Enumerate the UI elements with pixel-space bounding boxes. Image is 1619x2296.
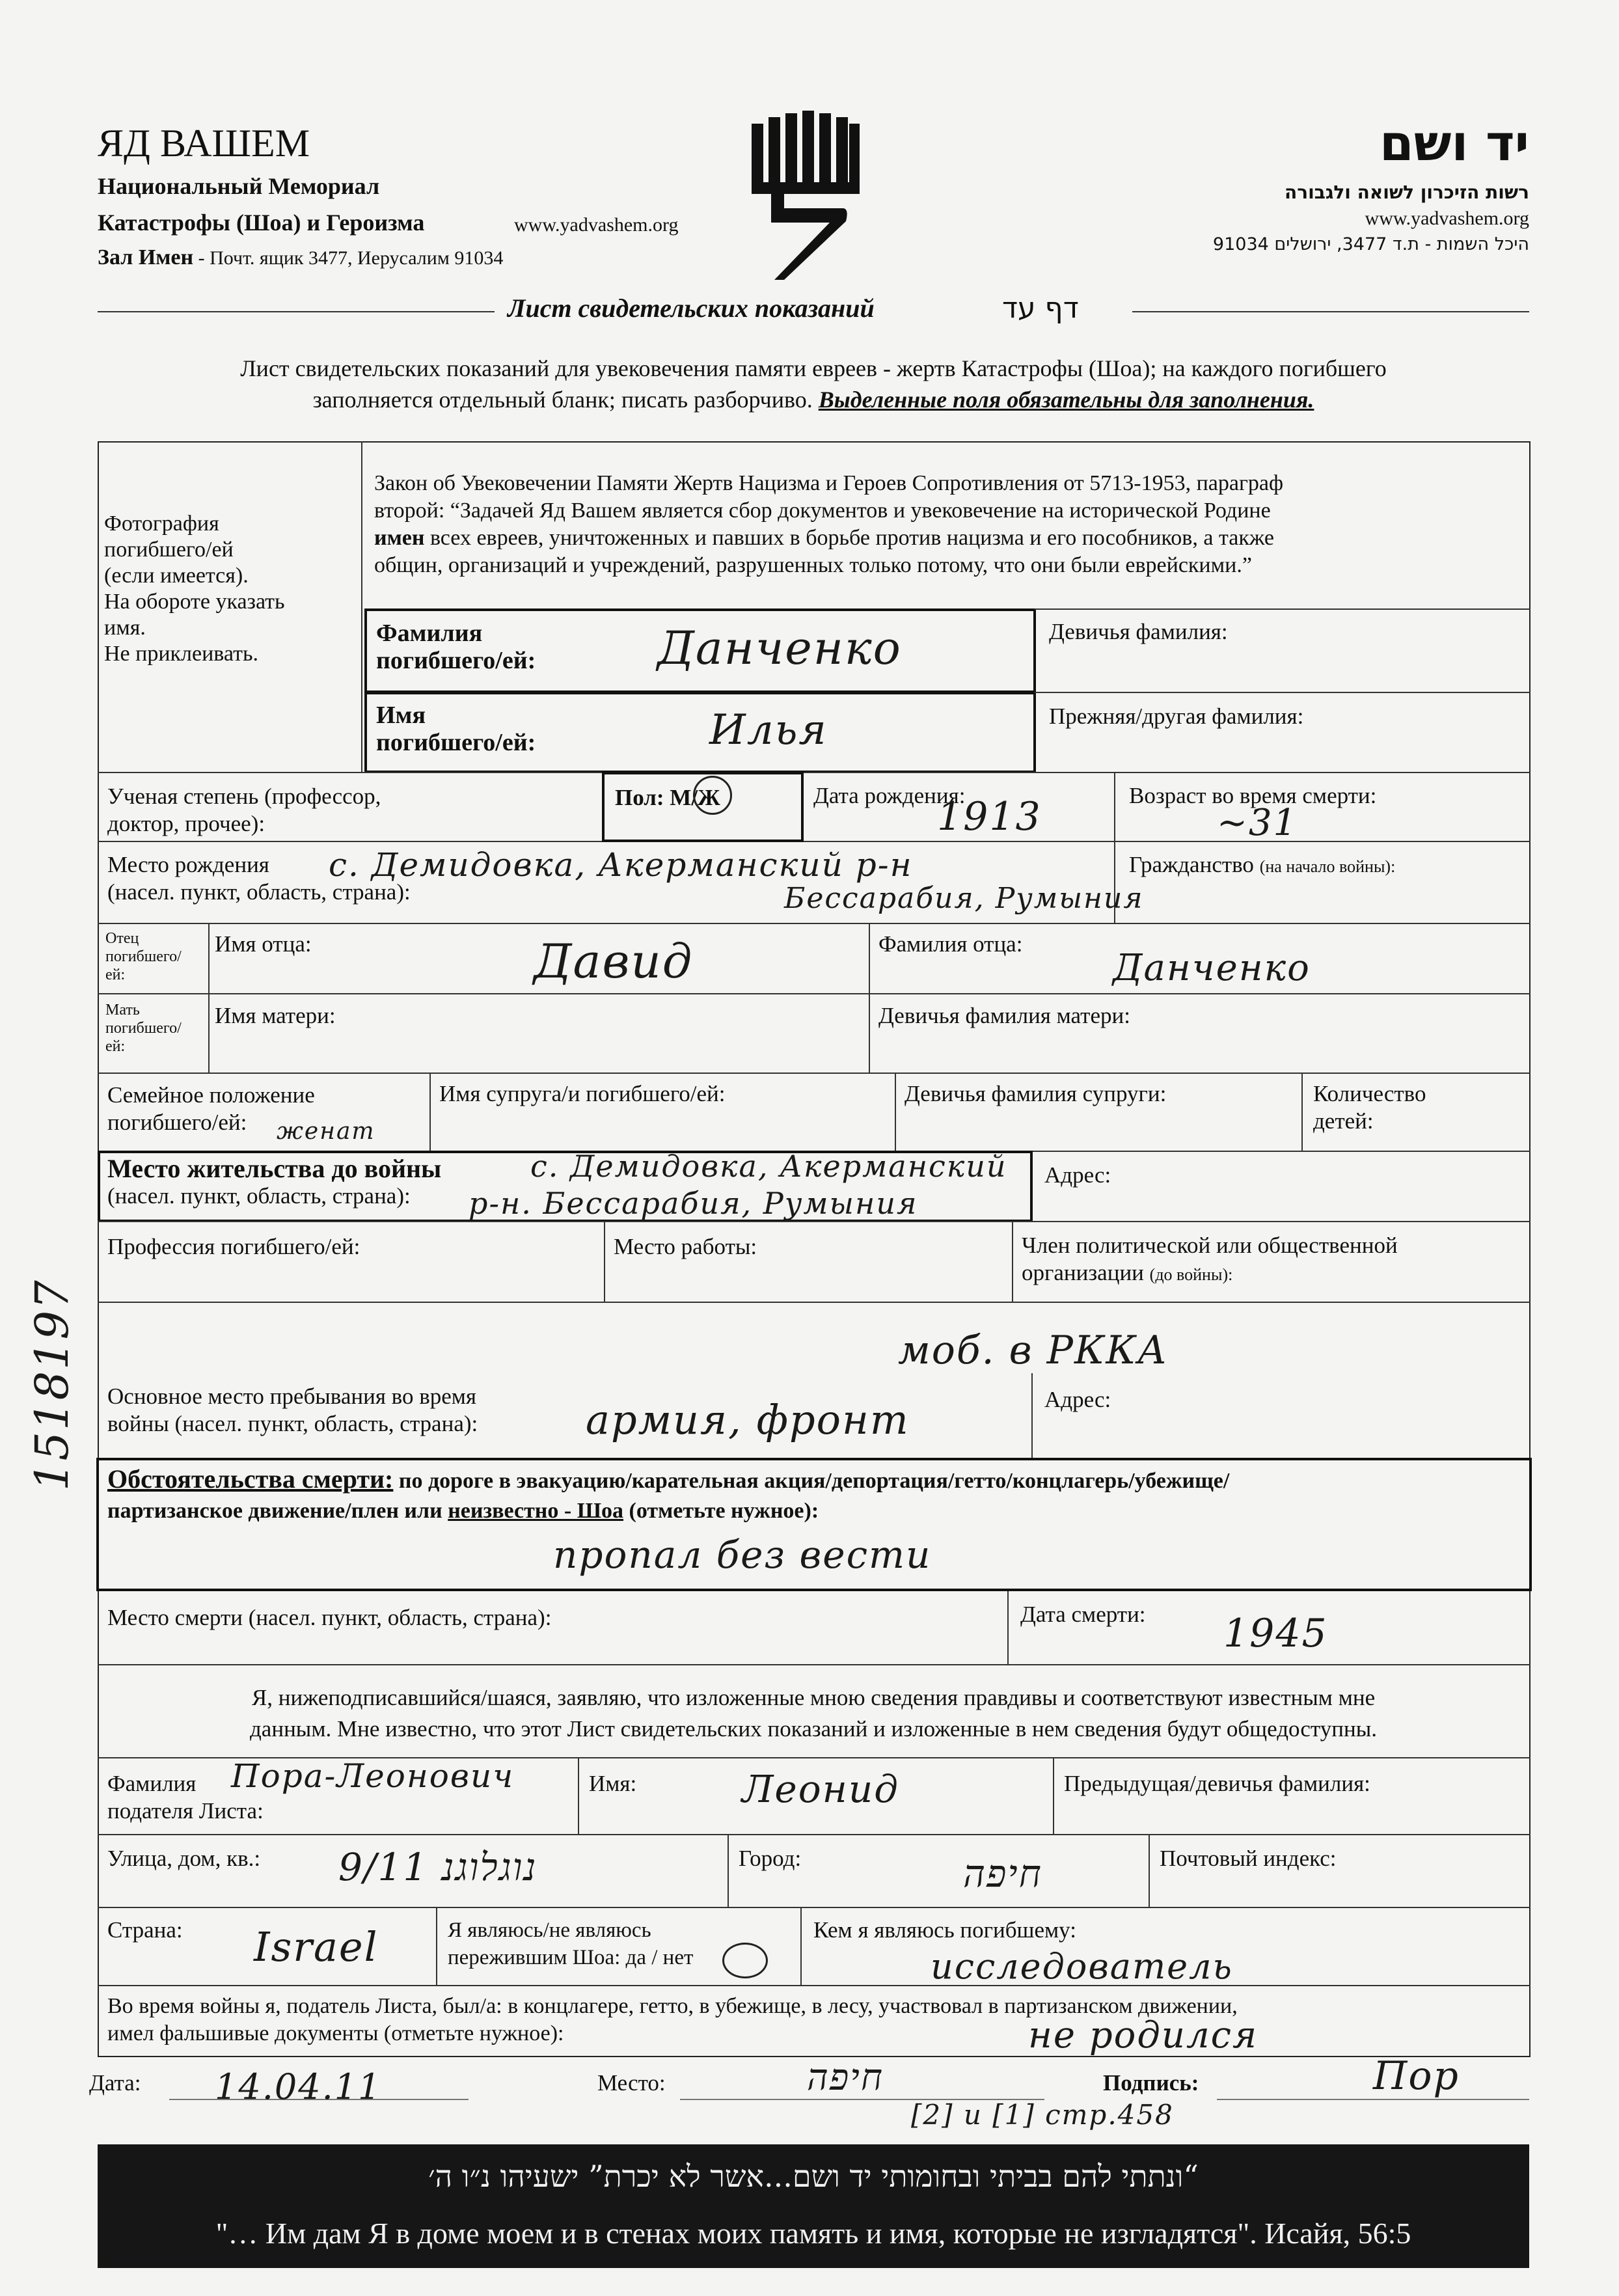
- mother-name-label: Имя матери:: [215, 1003, 336, 1028]
- row-degree-bottom: [98, 841, 1531, 842]
- age-label: Возраст во время смерти:: [1129, 783, 1377, 808]
- father-name-label: Имя отца:: [215, 931, 312, 957]
- country-label: Страна:: [107, 1917, 183, 1943]
- wartime-value: армия, фронт: [586, 1396, 910, 1443]
- row-sub-bottom: [98, 1834, 1531, 1835]
- death-place-label: Место смерти (насел. пункт, область, страна):: [107, 1605, 552, 1630]
- vline-zip: [1149, 1834, 1150, 1907]
- address2-label: Адрес:: [1044, 1387, 1111, 1412]
- name-value: Илья: [709, 706, 828, 754]
- sub-name-value: Леонид: [742, 1767, 899, 1811]
- residence-label: Место жительства до войны (насел. пункт, область, страна):: [107, 1154, 442, 1209]
- death-date-label: Дата смерти:: [1020, 1602, 1146, 1627]
- address-label: Адрес:: [1044, 1162, 1111, 1188]
- father-name-value: Давид: [534, 934, 694, 989]
- war-label: Во время войны я, податель Листа, был/а: в концлагере, гетто, в убежище, в лесу, участвовал в партизанском движении, имел фальшивые документы (отметьте нужное):: [107, 1994, 1238, 2045]
- member-label: Член политической или общественной организации (до войны):: [1022, 1233, 1398, 1285]
- circ-value: пропал без вести: [553, 1533, 932, 1577]
- war-value: не родился: [1028, 2014, 1258, 2057]
- vline-parent-surname: [869, 923, 870, 1073]
- place-label: Место:: [597, 2070, 666, 2096]
- vline-member: [1012, 1221, 1013, 1302]
- mother-side-label: Мать погибшего/ ей:: [105, 1002, 182, 1055]
- title-rule-right: [1132, 311, 1529, 312]
- pob-value-1: с. Демидовка, Акерманский р-н: [329, 846, 913, 884]
- ref-value: [2] и [1] стр.458: [911, 2099, 1174, 2131]
- declaration: Я, нижеподписавшийся/шаяся, заявляю, что изложенные мною сведения правдивы и соответствуют известным мне данным. Мне известно, что этот Лист свидетельских показаний и изложенные в нем сведения будут общедоступны.: [250, 1685, 1377, 1742]
- header-he: [1106, 114, 1529, 258]
- degree-label: Ученая степень (профессор, доктор, прочее):: [107, 784, 381, 836]
- date-label: Дата:: [89, 2070, 141, 2096]
- vline-sub-prev: [1053, 1757, 1054, 1834]
- date-value: 14.04.11: [215, 2066, 382, 2107]
- title-rule-left: [98, 311, 495, 312]
- street-label: Улица, дом, кв.:: [107, 1846, 261, 1871]
- he-web: www.yadvashem.org: [1365, 208, 1529, 229]
- spouse-label: Имя супруга/и погибшего/ей:: [439, 1081, 726, 1106]
- intro-line2-row: заполняется отдельный бланк; писать разборчиво. Выделенные поля обязательны для заполнения.: [312, 387, 1314, 413]
- vline-death-date: [1007, 1591, 1009, 1664]
- footer-ru: "… Им дам Я в доме моем и в стенах моих память и имя, которые не изгладятся". Исайя, 56:5: [215, 2217, 1411, 2250]
- ru-line2: Катастрофы (Шоа) и Героизма: [98, 210, 425, 236]
- surname-value: Данченко: [657, 622, 902, 675]
- marital-label: Семейное положение погибшего/ей:: [107, 1082, 315, 1135]
- profession-label: Профессия погибшего/ей:: [107, 1234, 361, 1259]
- dob-value: 1913: [937, 794, 1042, 840]
- side-number: 1518197: [25, 1279, 79, 1491]
- form-title-he: דף עד: [1002, 292, 1079, 325]
- ru-line3: Зал Имен - Почт. ящик 3477, Иерусалим 91034: [98, 245, 504, 269]
- vline-relation: [800, 1907, 802, 1985]
- footer-banner: [98, 2144, 1529, 2268]
- ru-title: ЯД ВАШЕМ: [98, 122, 310, 165]
- sex-label: Пол: М/Ж: [615, 785, 720, 810]
- relation-label: Кем я являюсь погибшему:: [813, 1917, 1076, 1943]
- row-residence-bottom: [98, 1221, 1531, 1222]
- photo-divider: [361, 441, 362, 772]
- city-label: Город:: [739, 1846, 802, 1871]
- vline-city: [728, 1834, 729, 1907]
- menorah-logo: [745, 111, 862, 286]
- he-title: יד ושם: [1379, 114, 1529, 172]
- row-death-bottom: [98, 1664, 1531, 1665]
- sub-surname-value: Пора-Леонович: [231, 1757, 515, 1795]
- line-other-top: [1035, 692, 1531, 693]
- zip-label: Почтовый индекс:: [1160, 1846, 1337, 1871]
- line-maiden-top: [1035, 608, 1531, 610]
- row-street-bottom: [98, 1907, 1531, 1908]
- pob-label: Место рождения (насел. пункт, область, страна):: [107, 852, 411, 905]
- wartime-label: Основное место пребывания во время войны (насел. пункт, область, страна):: [107, 1384, 478, 1436]
- signature-value: Пор: [1373, 2053, 1460, 2099]
- vline-spouse-maiden: [895, 1073, 896, 1151]
- signature-label: Подпись:: [1103, 2070, 1199, 2096]
- sub-surname-label: Фамилия подателя Листа:: [107, 1771, 264, 1824]
- row-father-bottom: [98, 993, 1531, 994]
- row-prof-bottom: [98, 1302, 1531, 1303]
- vline-survivor: [436, 1907, 437, 1985]
- law-text: Закон об Увековечении Памяти Жертв Нацизма и Героев Сопротивления от 5713-1953, параграф второй: “Задачей Яд Вашем является сбор документов и увековечение на исторической Родине имен всех евреев, уничтоженных и павших в борьбе против нацизма и его пособников, а также общин, организаций и учреждений, разрушенных только потому, что они были еврейскими.”: [374, 471, 1284, 577]
- he-line3: היכל השמות - ת.ד 3477, ירושלים 91034: [1212, 234, 1529, 254]
- name-label: Имя погибшего/ей:: [376, 702, 536, 756]
- header-ru: [98, 120, 722, 275]
- place-value: חיפה: [807, 2057, 884, 2099]
- maiden-label: Девичья фамилия:: [1049, 619, 1228, 644]
- citizen-label: Гражданство (на начало войны):: [1129, 852, 1396, 877]
- vline-work: [604, 1221, 605, 1302]
- city-value: חיפה: [963, 1852, 1042, 1896]
- intro-emph: Выделенные поля обязательны для заполнения.: [818, 387, 1314, 413]
- death-date-value: 1945: [1223, 1611, 1328, 1656]
- he-line1: רשות הזיכרון לשואה ולגבורה: [1285, 182, 1529, 203]
- survivor-circle: [722, 1943, 768, 1978]
- country-value: Israel: [254, 1923, 379, 1971]
- children-label: Количество детей:: [1313, 1081, 1426, 1134]
- street-value: 9/11 נוגלוגנ: [338, 1845, 537, 1889]
- sex-circle: [693, 776, 732, 815]
- workplace-label: Место работы:: [614, 1234, 757, 1259]
- vline-sub-name: [578, 1757, 579, 1834]
- father-surname-label: Фамилия отца:: [878, 931, 1023, 957]
- footer-he: “ונתתי להם בביתי ובחומותי יד ושם...אשר לא יכרת” ישעיהו נ״ו ה׳: [428, 2159, 1199, 2194]
- row-pob-bottom: [98, 923, 1531, 924]
- website: www.yadvashem.org: [514, 214, 679, 236]
- form-title: Лист свидетельских показаний: [508, 294, 875, 323]
- intro-line1: Лист свидетельских показаний для увековечения памяти евреев - жертв Катастрофы (Шоа); на каждого погибшего: [240, 355, 1387, 381]
- mother-maiden-label: Девичья фамилия матери:: [878, 1003, 1130, 1028]
- sub-prev-label: Предыдущая/девичья фамилия:: [1064, 1771, 1370, 1796]
- signature-line: [1217, 2099, 1529, 2100]
- vline-parent: [208, 923, 210, 1073]
- row-degree-top: [98, 772, 1531, 773]
- vline-war-address: [1031, 1373, 1033, 1458]
- pob-value-2: Бессарабия, Румыния: [784, 882, 1144, 915]
- relation-value: исследователь: [931, 1946, 1233, 1987]
- dob-label: Дата рождения:: [813, 783, 966, 808]
- mob-value: моб. в РККА: [898, 1328, 1169, 1373]
- age-value: ~31: [1217, 802, 1298, 844]
- vline-children: [1301, 1073, 1303, 1151]
- sub-name-label: Имя:: [589, 1771, 637, 1796]
- vline-spouse: [429, 1073, 431, 1151]
- residence-value-2: р-н. Бессарабия, Румыния: [469, 1186, 918, 1221]
- residence-value-1: с. Демидовка, Акерманский: [530, 1149, 1007, 1184]
- father-surname-value: Данченко: [1113, 947, 1311, 989]
- marital-value: женат: [277, 1118, 375, 1145]
- row-mother-bottom: [98, 1073, 1531, 1074]
- photo-label: Фотография погибшего/ей (если имеется). На обороте указать имя. Не приклеивать.: [104, 512, 285, 666]
- circ-label: Обстоятельства смерти: по дороге в эвакуацию/карательная акция/депортация/гетто/концлагерь/убежище/ партизанское движение/плен или неизвестно - Шоа (отметьте нужное):: [107, 1464, 1230, 1523]
- father-side-label: Отец погибшего/ ей:: [105, 930, 182, 983]
- ru-line1: Национальный Мемориал: [98, 173, 380, 199]
- intro: [98, 353, 1529, 415]
- surname-label: Фамилия погибшего/ей:: [376, 620, 536, 674]
- other-surname-label: Прежняя/другая фамилия:: [1049, 704, 1304, 729]
- survivor-label: Я являюсь/не являюсь пережившим Шоа: да / нет: [448, 1919, 694, 1969]
- row-country-bottom: [98, 1985, 1531, 1986]
- spouse-maiden-label: Девичья фамилия супруги:: [905, 1081, 1167, 1106]
- ru-line2-row: [98, 206, 722, 239]
